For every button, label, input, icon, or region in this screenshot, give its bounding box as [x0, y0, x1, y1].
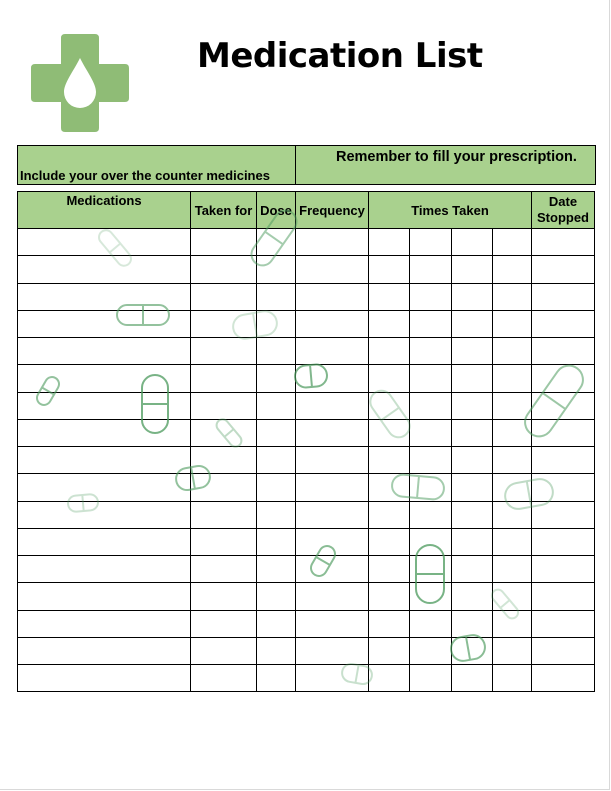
- time-3-cell[interactable]: [452, 392, 493, 419]
- table-row: [18, 419, 595, 446]
- taken-for-cell[interactable]: [191, 338, 257, 365]
- time-1-cell[interactable]: [369, 501, 410, 528]
- frequency-cell[interactable]: [296, 338, 369, 365]
- time-2-cell[interactable]: [410, 447, 452, 474]
- table-header-row: [18, 192, 595, 229]
- time-4-cell[interactable]: [493, 528, 532, 555]
- table-row: [18, 474, 595, 501]
- time-3-cell[interactable]: [452, 474, 493, 501]
- table-row: [18, 637, 595, 664]
- taken-for-cell[interactable]: [191, 556, 257, 583]
- time-2-cell[interactable]: [410, 310, 452, 337]
- taken-for-cell[interactable]: [191, 665, 257, 692]
- time-1-cell[interactable]: [369, 365, 410, 392]
- taken-for-cell[interactable]: [191, 419, 257, 446]
- taken-for-cell[interactable]: [191, 392, 257, 419]
- date-stopped-cell[interactable]: [532, 474, 595, 501]
- time-4-cell[interactable]: [493, 283, 532, 310]
- time-1-cell[interactable]: [369, 474, 410, 501]
- otc-note: Include your over the counter medicines: [18, 146, 296, 184]
- date-stopped-cell[interactable]: [532, 637, 595, 664]
- dose-cell[interactable]: [257, 256, 296, 283]
- time-2-cell[interactable]: [410, 392, 452, 419]
- time-2-cell[interactable]: [410, 229, 452, 256]
- medication-cell[interactable]: [18, 528, 191, 555]
- time-2-cell[interactable]: [410, 338, 452, 365]
- info-row: [17, 145, 596, 185]
- frequency-cell[interactable]: [296, 419, 369, 446]
- date-stopped-cell[interactable]: [532, 583, 595, 610]
- time-2-cell[interactable]: [410, 365, 452, 392]
- table-row: [18, 447, 595, 474]
- time-4-cell[interactable]: [493, 229, 532, 256]
- medical-cross-drop-icon: [31, 34, 129, 132]
- dose-cell[interactable]: [257, 501, 296, 528]
- time-3-cell[interactable]: [452, 501, 493, 528]
- taken-for-cell[interactable]: [191, 229, 257, 256]
- time-3-cell[interactable]: [452, 283, 493, 310]
- time-2-cell[interactable]: [410, 501, 452, 528]
- taken-for-cell[interactable]: [191, 637, 257, 664]
- table-row: [18, 610, 595, 637]
- time-1-cell[interactable]: [369, 338, 410, 365]
- time-1-cell[interactable]: [369, 610, 410, 637]
- table-row: [18, 583, 595, 610]
- date-stopped-cell[interactable]: [532, 556, 595, 583]
- time-4-cell[interactable]: [493, 419, 532, 446]
- time-1-cell[interactable]: [369, 528, 410, 555]
- taken-for-cell[interactable]: [191, 583, 257, 610]
- taken-for-cell[interactable]: [191, 283, 257, 310]
- dose-cell[interactable]: [257, 665, 296, 692]
- time-1-cell[interactable]: [369, 665, 410, 692]
- table-row: [18, 528, 595, 555]
- taken-for-cell[interactable]: [191, 447, 257, 474]
- date-stopped-cell[interactable]: [532, 229, 595, 256]
- time-3-cell[interactable]: [452, 610, 493, 637]
- time-2-cell[interactable]: [410, 283, 452, 310]
- table-row: [18, 365, 595, 392]
- dose-cell[interactable]: [257, 474, 296, 501]
- time-4-cell[interactable]: [493, 447, 532, 474]
- taken-for-cell[interactable]: [191, 256, 257, 283]
- time-1-cell[interactable]: [369, 637, 410, 664]
- medication-cell[interactable]: [18, 637, 191, 664]
- col-date-stopped: Date Stopped: [532, 192, 595, 229]
- prescription-note: Remember to fill your prescription.: [336, 149, 577, 165]
- taken-for-cell[interactable]: [191, 474, 257, 501]
- col-medications: Medications: [18, 192, 191, 229]
- frequency-cell[interactable]: [296, 556, 369, 583]
- frequency-cell[interactable]: [296, 365, 369, 392]
- date-stopped-cell[interactable]: [532, 283, 595, 310]
- time-4-cell[interactable]: [493, 365, 532, 392]
- dose-cell[interactable]: [257, 637, 296, 664]
- time-2-cell[interactable]: [410, 474, 452, 501]
- date-stopped-cell[interactable]: [532, 338, 595, 365]
- medication-cell[interactable]: [18, 447, 191, 474]
- time-2-cell[interactable]: [410, 583, 452, 610]
- time-4-cell[interactable]: [493, 338, 532, 365]
- dose-cell[interactable]: [257, 365, 296, 392]
- taken-for-cell[interactable]: [191, 610, 257, 637]
- dose-cell[interactable]: [257, 419, 296, 446]
- time-2-cell[interactable]: [410, 610, 452, 637]
- taken-for-cell[interactable]: [191, 365, 257, 392]
- col-taken-for: Taken for: [191, 192, 257, 229]
- table-row: [18, 556, 595, 583]
- time-1-cell[interactable]: [369, 229, 410, 256]
- medication-cell[interactable]: [18, 283, 191, 310]
- dose-cell[interactable]: [257, 338, 296, 365]
- time-3-cell[interactable]: [452, 338, 493, 365]
- dose-cell[interactable]: [257, 283, 296, 310]
- time-1-cell[interactable]: [369, 583, 410, 610]
- medication-cell[interactable]: [18, 365, 191, 392]
- medication-cell[interactable]: [18, 556, 191, 583]
- frequency-cell[interactable]: [296, 229, 369, 256]
- date-stopped-cell[interactable]: [532, 447, 595, 474]
- time-1-cell[interactable]: [369, 392, 410, 419]
- time-1-cell[interactable]: [369, 447, 410, 474]
- time-3-cell[interactable]: [452, 229, 493, 256]
- time-4-cell[interactable]: [493, 474, 532, 501]
- time-3-cell[interactable]: [452, 310, 493, 337]
- time-4-cell[interactable]: [493, 665, 532, 692]
- time-2-cell[interactable]: [410, 528, 452, 555]
- date-stopped-cell[interactable]: [532, 256, 595, 283]
- time-3-cell[interactable]: [452, 637, 493, 664]
- table-row: [18, 256, 595, 283]
- date-stopped-cell[interactable]: [532, 610, 595, 637]
- time-4-cell[interactable]: [493, 637, 532, 664]
- medication-cell[interactable]: [18, 501, 191, 528]
- frequency-cell[interactable]: [296, 283, 369, 310]
- time-1-cell[interactable]: [369, 256, 410, 283]
- medication-cell[interactable]: [18, 338, 191, 365]
- col-frequency: Frequency: [296, 192, 369, 229]
- dose-cell[interactable]: [257, 392, 296, 419]
- dose-cell[interactable]: [257, 583, 296, 610]
- date-stopped-cell[interactable]: [532, 528, 595, 555]
- table-row: [18, 283, 595, 310]
- table-row: [18, 392, 595, 419]
- table-row: [18, 338, 595, 365]
- time-2-cell[interactable]: [410, 556, 452, 583]
- time-4-cell[interactable]: [493, 583, 532, 610]
- table-row: [18, 665, 595, 692]
- time-4-cell[interactable]: [493, 392, 532, 419]
- page-title: Medication List: [197, 36, 483, 76]
- frequency-cell[interactable]: [296, 392, 369, 419]
- taken-for-cell[interactable]: [191, 310, 257, 337]
- date-stopped-cell[interactable]: [532, 392, 595, 419]
- medication-cell[interactable]: [18, 610, 191, 637]
- frequency-cell[interactable]: [296, 501, 369, 528]
- medication-cell[interactable]: [18, 665, 191, 692]
- frequency-cell[interactable]: [296, 256, 369, 283]
- medication-table: [17, 191, 595, 692]
- medication-cell[interactable]: [18, 256, 191, 283]
- dose-cell[interactable]: [257, 229, 296, 256]
- time-2-cell[interactable]: [410, 256, 452, 283]
- dose-cell[interactable]: [257, 310, 296, 337]
- dose-cell[interactable]: [257, 610, 296, 637]
- date-stopped-cell[interactable]: [532, 365, 595, 392]
- date-stopped-cell[interactable]: [532, 310, 595, 337]
- frequency-cell[interactable]: [296, 310, 369, 337]
- time-2-cell[interactable]: [410, 419, 452, 446]
- table-row: [18, 310, 595, 337]
- date-stopped-cell[interactable]: [532, 419, 595, 446]
- dose-cell[interactable]: [257, 528, 296, 555]
- col-dose: Dose: [257, 192, 296, 229]
- time-4-cell[interactable]: [493, 256, 532, 283]
- time-3-cell[interactable]: [452, 665, 493, 692]
- time-3-cell[interactable]: [452, 528, 493, 555]
- frequency-cell[interactable]: [296, 610, 369, 637]
- time-1-cell[interactable]: [369, 419, 410, 446]
- time-4-cell[interactable]: [493, 556, 532, 583]
- medication-cell[interactable]: [18, 583, 191, 610]
- time-3-cell[interactable]: [452, 583, 493, 610]
- frequency-cell[interactable]: [296, 447, 369, 474]
- taken-for-cell[interactable]: [191, 501, 257, 528]
- date-stopped-cell[interactable]: [532, 501, 595, 528]
- taken-for-cell[interactable]: [191, 528, 257, 555]
- time-2-cell[interactable]: [410, 665, 452, 692]
- time-1-cell[interactable]: [369, 283, 410, 310]
- time-3-cell[interactable]: [452, 556, 493, 583]
- time-1-cell[interactable]: [369, 310, 410, 337]
- time-4-cell[interactable]: [493, 610, 532, 637]
- frequency-cell[interactable]: [296, 583, 369, 610]
- medication-cell[interactable]: [18, 310, 191, 337]
- frequency-cell[interactable]: [296, 665, 369, 692]
- medication-cell[interactable]: [18, 419, 191, 446]
- time-1-cell[interactable]: [369, 556, 410, 583]
- time-3-cell[interactable]: [452, 256, 493, 283]
- time-3-cell[interactable]: [452, 447, 493, 474]
- medication-cell[interactable]: [18, 392, 191, 419]
- frequency-cell[interactable]: [296, 474, 369, 501]
- medication-cell[interactable]: [18, 474, 191, 501]
- medication-cell[interactable]: [18, 229, 191, 256]
- table-row: [18, 229, 595, 256]
- date-stopped-cell[interactable]: [532, 665, 595, 692]
- col-times-taken: Times Taken: [369, 192, 532, 229]
- frequency-cell[interactable]: [296, 528, 369, 555]
- table-row: [18, 501, 595, 528]
- time-3-cell[interactable]: [452, 365, 493, 392]
- time-4-cell[interactable]: [493, 501, 532, 528]
- dose-cell[interactable]: [257, 447, 296, 474]
- time-3-cell[interactable]: [452, 419, 493, 446]
- frequency-cell[interactable]: [296, 637, 369, 664]
- dose-cell[interactable]: [257, 556, 296, 583]
- time-2-cell[interactable]: [410, 637, 452, 664]
- time-4-cell[interactable]: [493, 310, 532, 337]
